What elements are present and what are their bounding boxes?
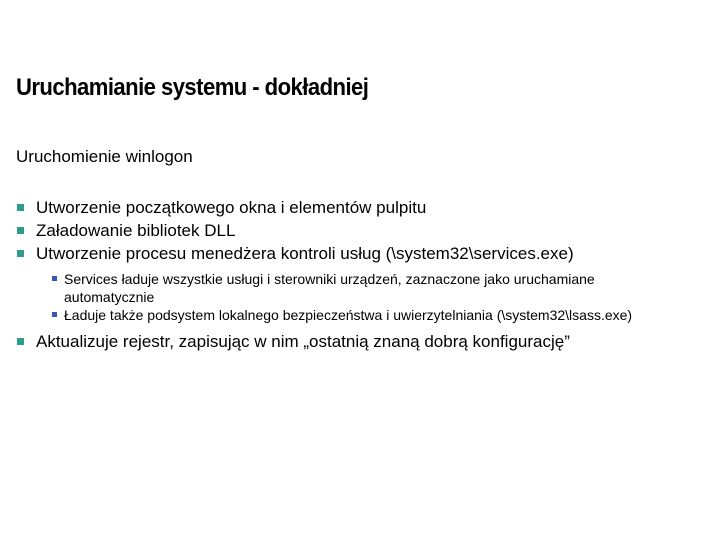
sub-bullet-text: Ładuje także podsystem lokalnego bezpieczeństwa i uwierzytelniania (\system32\lsass.exe) bbox=[64, 307, 633, 323]
bullet-text: Aktualizuje rejestr, zapisując w nim „ostatnią znaną dobrą konfigurację” bbox=[36, 332, 570, 351]
sub-bullet-list bbox=[52, 270, 706, 324]
bullet-item bbox=[16, 242, 706, 265]
sub-bullet-text: Services ładuje wszystkie usługi i sterowniki urządzeń, zaznaczone jako uruchamiane automatycznie bbox=[64, 271, 595, 305]
bullet-item bbox=[16, 219, 706, 242]
bullet-text: Utworzenie procesu menedżera kontroli usług (\system32\services.exe) bbox=[36, 244, 574, 263]
bullet-text: Utworzenie początkowego okna i elementów pulpitu bbox=[36, 198, 427, 217]
slide-title: Uruchamianie systemu - dokładniej bbox=[16, 74, 369, 101]
square-bullet-icon bbox=[17, 204, 24, 211]
square-bullet-icon bbox=[17, 250, 24, 257]
slide-subtitle: Uruchomienie winlogon bbox=[16, 147, 193, 166]
square-bullet-icon bbox=[17, 338, 24, 345]
sub-bullet-item bbox=[52, 306, 674, 324]
square-bullet-icon bbox=[17, 227, 24, 234]
sub-bullet-item bbox=[52, 270, 674, 306]
small-square-bullet-icon bbox=[52, 276, 57, 281]
bullet-text: Załadowanie bibliotek DLL bbox=[36, 221, 236, 240]
bullet-item bbox=[16, 196, 706, 219]
bullet-list bbox=[16, 196, 706, 353]
small-square-bullet-icon bbox=[52, 312, 57, 317]
bullet-item bbox=[16, 330, 706, 353]
